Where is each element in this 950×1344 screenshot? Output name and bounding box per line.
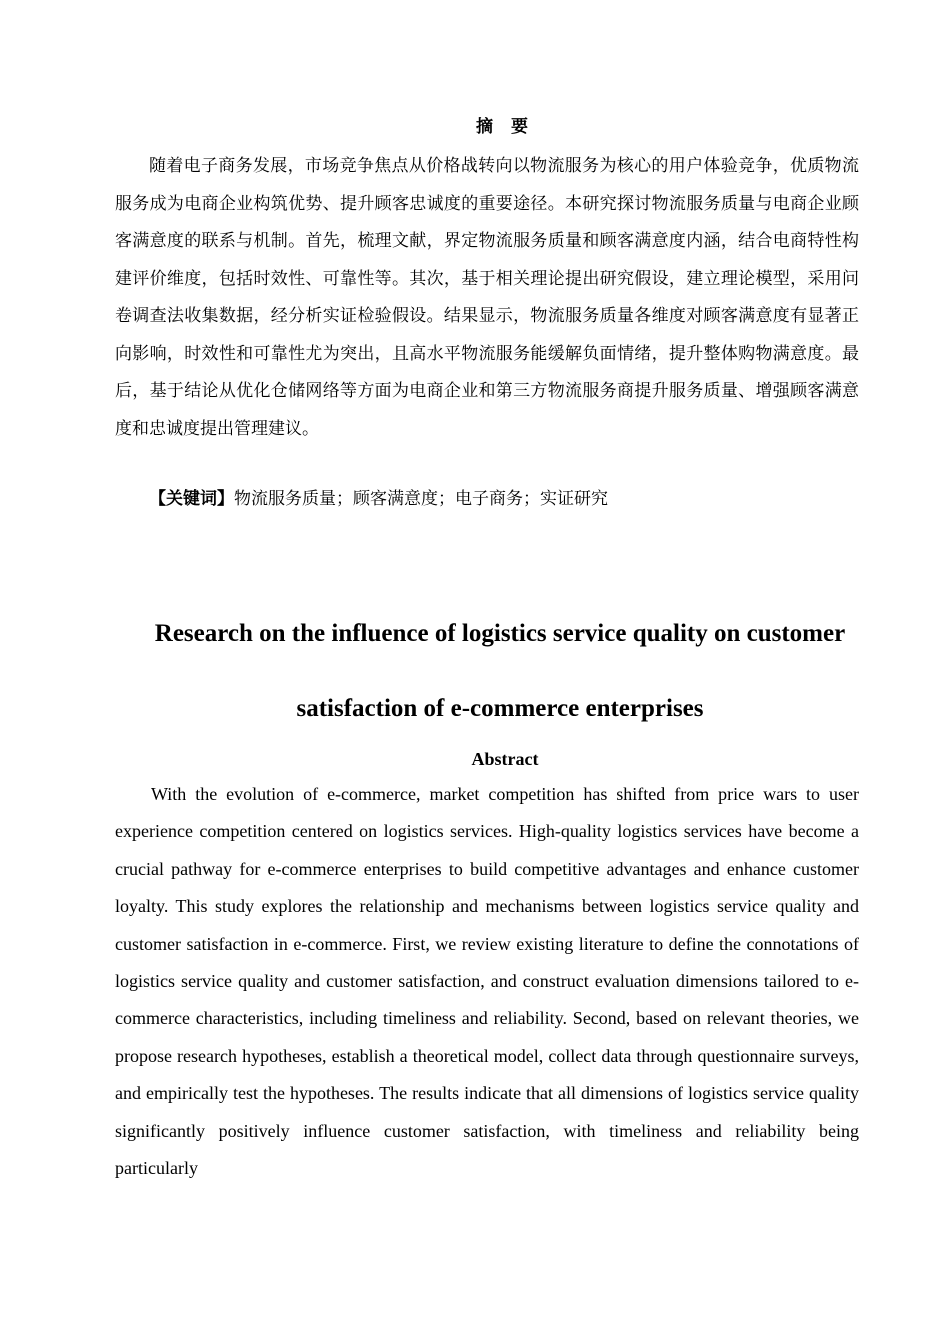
chinese-keywords	[115, 481, 859, 519]
english-abstract-heading: Abstract	[471, 749, 539, 769]
english-title: Research on the influence of logistics service quality on customer satisfaction of e-commerce enterprises	[154, 620, 846, 722]
english-abstract-body: With the evolution of e-commerce, market competition has shifted from price wars to user experience competition centered on logistics services. High-quality logistics services have become a crucial pathway for e-commerce enterprises to build competitive advantages and enhance customer loyalty. This study explores the relationship and mechanisms between logistics service quality and customer satisfaction in e-commerce. First, we review existing literature to define the connotations of logistics service quality and customer satisfaction, and construct evaluation dimensions tailored to e-commerce characteristics, including timeliness and reliability. Second, based on relevant theories, we propose research hypotheses, establish a theoretical model, collect data through questionnaire surveys, and empirically test the hypotheses. The results indicate that all dimensions of logistics service quality significantly positively influence customer satisfaction, with timeliness and reliability being particularly	[115, 784, 859, 1179]
keywords-label: 【关键词】	[149, 489, 234, 509]
chinese-abstract-heading: 摘 要	[476, 117, 534, 137]
keywords-text: 物流服务质量；顾客满意度；电子商务；实证研究	[234, 489, 608, 509]
chinese-abstract-body: 随着电子商务发展，市场竞争焦点从价格战转向以物流服务为核心的用户体验竞争，优质物流服务成为电商企业构筑优势、提升顾客忠诚度的重要途径。本研究探讨物流服务质量与电商企业顾客满意度的联系与机制。首先，梳理文献，界定物流服务质量和顾客满意度内涵，结合电商特性构建评价维度，包括时效性、可靠性等。其次，基于相关理论提出研究假设，建立理论模型，采用问卷调查法收集数据，经分析实证检验假设。结果显示，物流服务质量各维度对顾客满意度有显著正向影响，时效性和可靠性尤为突出，且高水平物流服务能缓解负面情绪，提升整体购物满意度。最后，基于结论从优化仓储网络等方面为电商企业和第三方物流服务商提升服务质量、增强顾客满意度和忠诚度提出管理建议。	[115, 156, 859, 439]
